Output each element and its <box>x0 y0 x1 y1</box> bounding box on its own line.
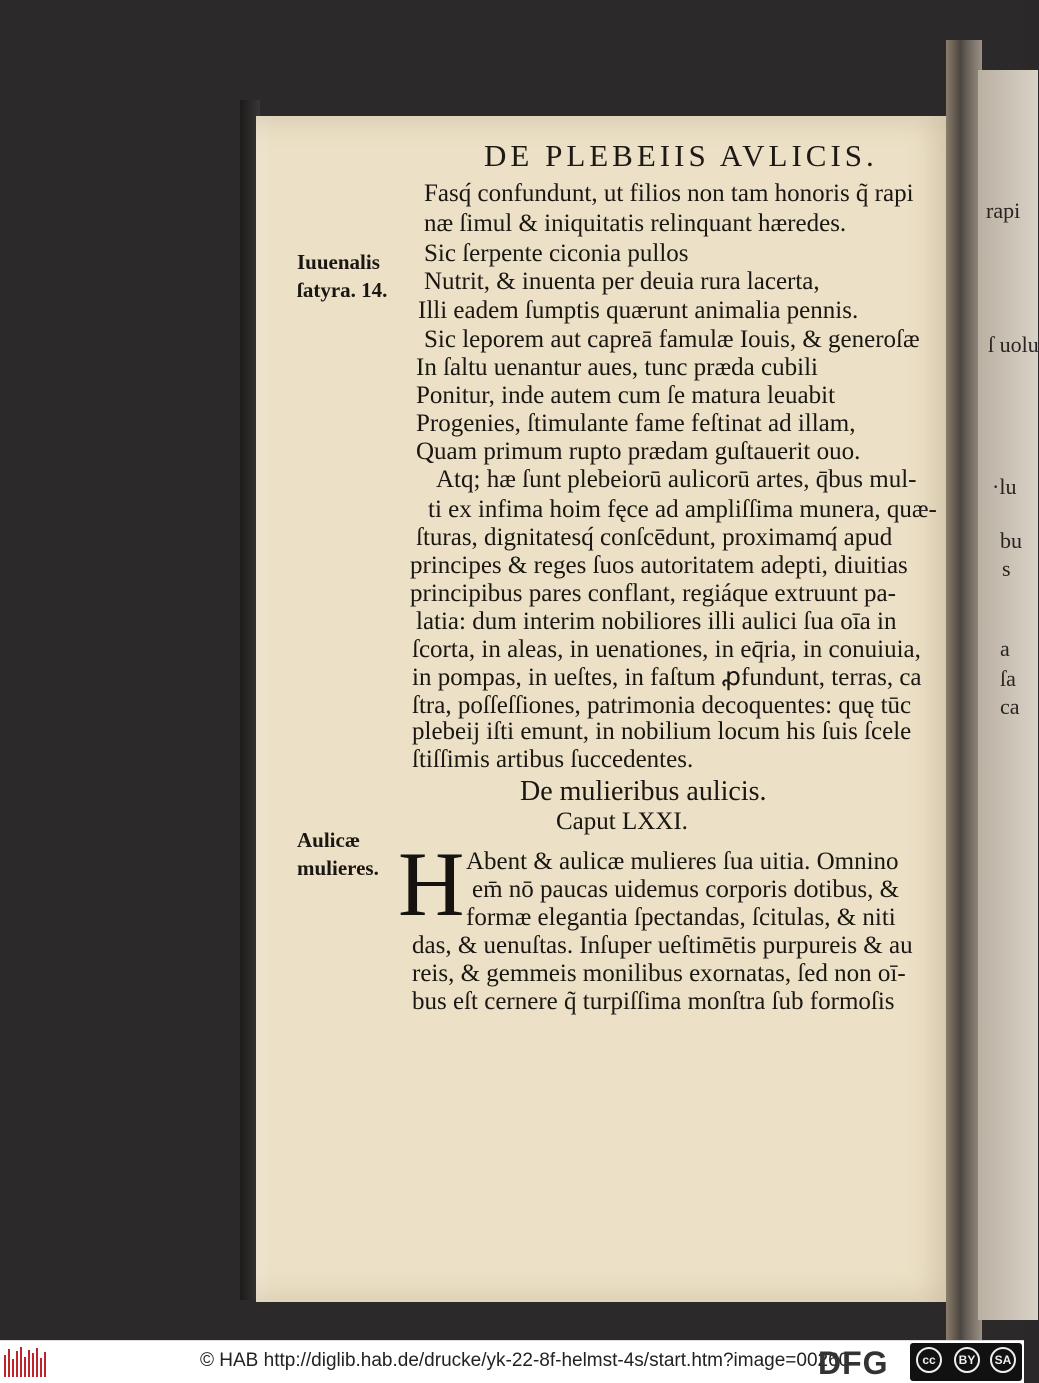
footer-bar <box>0 1340 1024 1383</box>
facing-page-fragment: s <box>1002 556 1011 581</box>
cc-license-badge[interactable] <box>910 1343 1022 1381</box>
text-line: Illi eadem ſumptis quærunt animalia pennis. <box>418 297 859 324</box>
text-line: Progenies, ſtimulante fame feſtinat ad illam, <box>416 410 856 437</box>
text-line: latia: dum interim nobiliores illi aulici ſua oīa in <box>416 608 897 635</box>
margin-note: ſatyra. 14. <box>297 278 388 302</box>
text-line: ſtra, poſſeſſiones, patrimonia decoquentes: quę tūc <box>412 692 912 719</box>
text-line: principibus pares conflant, regiáque extruunt pa- <box>410 580 896 607</box>
by-icon: BY <box>954 1347 980 1373</box>
book-gutter <box>946 40 982 1340</box>
facing-page-fragment: ſa <box>1000 666 1016 691</box>
text-line: ti ex infima hoim fęce ad ampliſſima munera, quæ- <box>428 496 937 523</box>
text-line: formæ elegantia ſpectandas, ſcitulas, & niti <box>466 904 896 931</box>
text-line: in pompas, in ueſtes, in faſtum ꝓfundunt, terras, ca <box>412 664 922 691</box>
text-line: Sic ſerpente ciconia pullos <box>424 240 689 267</box>
chapter-title: De mulieribus aulicis. <box>520 776 767 807</box>
text-line: Quam primum rupto prædam guſtauerit ouo. <box>416 438 861 465</box>
running-head: DE PLEBEIIS AVLICIS. <box>484 138 878 173</box>
text-line: Nutrit, & inuenta per deuia rura lacerta, <box>424 268 820 295</box>
text-line: principes & reges ſuos autoritatem adepti, diuitias <box>410 552 908 579</box>
facing-page-fragment: ·lu <box>992 474 1017 499</box>
facing-page-fragment: ſ uolu <box>988 332 1039 357</box>
text-line: ſcorta, in aleas, in uenationes, in eq̄ria, in conuiuia, <box>412 636 921 663</box>
hab-logo-icon <box>4 1347 48 1377</box>
facing-page-fragment: bu <box>1000 528 1022 553</box>
margin-note: Aulicæ <box>297 828 360 852</box>
text-line: Atq; hæ ſunt plebeiorū aulicorū artes, q̄bus mul- <box>436 466 917 493</box>
sa-icon: SA <box>990 1347 1016 1373</box>
text-line: em̄ nō paucas uidemus corporis dotibus, & <box>472 876 900 903</box>
text-line: In ſaltu uenantur aues, tunc præda cubili <box>416 354 818 381</box>
chapter-number: Caput LXXI. <box>556 808 688 835</box>
text-line: Fasq́ confundunt, ut filios non tam honoris q̃ rapi <box>424 180 914 207</box>
text-line: Abent & aulicæ mulieres ſua uitia. Omnino <box>466 848 899 875</box>
text-line: ſturas, dignitatesq́ conſcēdunt, proximamq́ apud <box>416 524 893 551</box>
text-line: næ ſimul & iniquitatis relinquant hæredes. <box>424 210 847 237</box>
text-line: bus eſt cernere q̃ turpiſſima monſtra ſub formoſis <box>412 988 895 1015</box>
decorated-initial: H <box>398 833 465 935</box>
text-line: reis, & gemmeis monilibus exornatas, ſed non oī- <box>412 960 906 987</box>
facing-page-fragment: ca <box>1000 694 1020 719</box>
text-line: ſtiſſimis artibus ſuccedentes. <box>412 746 694 773</box>
facing-page <box>978 70 1038 1320</box>
text-line: das, & uenuſtas. Inſuper ueſtimētis purpureis & au <box>412 932 913 959</box>
facing-page-fragment: rapi <box>986 198 1021 223</box>
text-line: plebeij iſti emunt, in nobilium locum his ſuis ſcele <box>412 718 912 745</box>
footer-citation: © HAB http://diglib.hab.de/drucke/yk-22-8f-helmst-4s/start.htm?image=00260 <box>200 1350 850 1371</box>
cc-icon: cc <box>916 1347 942 1373</box>
dfg-logo: DFG <box>818 1345 889 1381</box>
margin-note: mulieres. <box>297 856 379 880</box>
facing-page-fragment: a <box>1000 636 1010 661</box>
margin-note: Iuuenalis <box>297 250 380 274</box>
text-line: Sic leporem aut capreā famulæ Iouis, & generoſæ <box>424 326 920 353</box>
text-line: Ponitur, inde autem cum ſe matura leuabit <box>416 382 836 409</box>
